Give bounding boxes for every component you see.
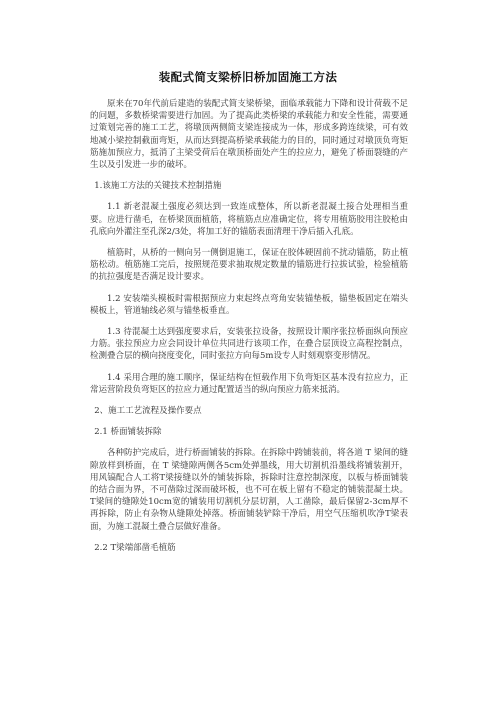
paragraph: 植筋时，从桥的一侧向另一侧倒退施工，保证在胶体硬固前不扰动锚筋，防止植筋松动。植筋施工完后，按照规范要求抽取规定数量的锚筋进行拉拔试验，检验植筋的抗拉强度是否满足设计要求。 [90,248,408,283]
paragraph: 1.2 安装端头模板时需根据预应力束起终点弯角安装锚垫板，锚垫板固定在端头模板上，管道轴线必须与锚垫板垂直。 [90,293,408,316]
paragraph: 原来在70年代前后建造的装配式简支梁桥梁，面临承载能力下降和设计荷载不足的问题，多数桥梁需要进行加固。为了提高此类桥梁的承载能力和安全性能，需要通过策划完善的施工工艺，将墩顶两侧简支梁连接成为一体，形成多跨连续梁，可有效地减小梁控制截面弯矩，从而达到提高桥梁承载能力的目的，同时通过对墩顶负弯矩筋施加预应力，抵消了主梁受荷后在墩顶桥面处产生的拉应力，避免了桥面裂缝的产生以及引发进一步的破坏。 [90,99,408,171]
section-heading: 2.2 T梁端部凿毛植筋 [94,542,176,553]
section-heading: 2.1 桥面铺装拆除 [94,427,162,438]
paragraph: 1.1 新老混凝土强度必须达到一致连成整体，所以新老混凝土接合处理相当重要。应进行凿毛，在桥梁顶面植筋，将植筋点应准确定位，将专用植筋胶用注胶枪由孔底向外灌注至孔深2/3处，将加工好的锚筋表面清理干净后插入孔底。 [90,202,408,237]
section-heading: 2、施工工艺流程及操作要点 [94,406,202,417]
section-heading: 1.该施工方法的关键技术控制措施 [94,181,222,192]
paragraph: 1.4 采用合理的施工顺序，保证结构在恒载作用下负弯矩区基本没有拉应力，正常运营阶段负弯矩区的拉应力通过配置适当的纵向预应力筋来抵消。 [90,372,408,395]
document-title: 装配式简支梁桥旧桥加固施工方法 [158,70,338,84]
paragraph: 1.3 待混凝土达到强度要求后，安装张拉设备，按照设计顺序张拉桥面纵向预应力筋。张拉预应力应会同设计单位共同进行该项工作，在叠合层顶设立高程控制点，检测叠合层的横向挠度变化，同时张拉方向每5m设专人时刻观察变形情况。 [90,327,408,362]
document-body [90,98,408,563]
paragraph: 各种防护完成后，进行桥面铺装的拆除。在拆除中跨铺装前，将各道 T 梁间的缝隙放样到桥面，在 T 梁缝隙两侧各5cm处弹墨线，用大切割机沿墨线将铺装割开，用风镐配合人工将T梁接缝以外的铺装拆除，拆除时注意控制深度，以板与桥面铺装的结合面为界，不可凿除过深而破坏板，也不可在板上留有不稳定的铺装混凝土块。T梁间的缝隙处10cm宽的铺装用切割机分层切割，人工凿除，最后保留2-3cm厚不再拆除，防止有杂物从缝隙处掉落。桥面铺装铲除干净后，用空气压缩机吹净T梁表面，为施工混凝土叠合层做好准备。 [90,448,408,532]
